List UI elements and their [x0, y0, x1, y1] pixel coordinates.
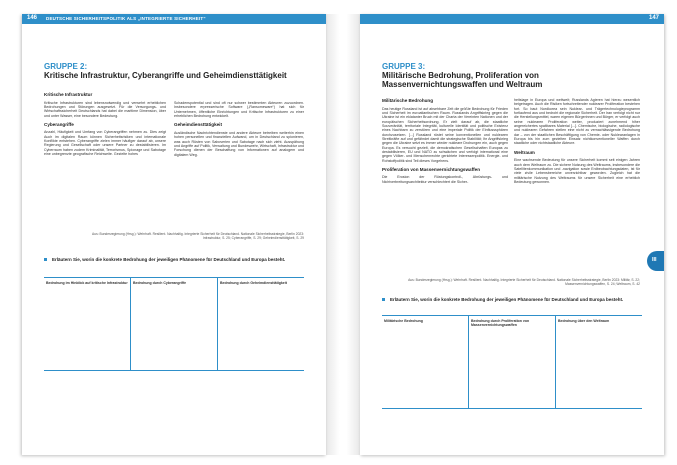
right-table-header-2[interactable]: Bedrohung durch Proliferation von Massenvernichtungswaffen — [468, 316, 555, 408]
group-3-title — [382, 62, 642, 89]
heading-weltraum: Weltraum — [514, 149, 535, 155]
group-2-heading: Kritische Infrastruktur, Cyberangriffe und Geheimdiensttätigkeit — [44, 71, 287, 80]
chapter-side-tab — [647, 251, 664, 271]
right-task-text: Erläutern Sie, worin die konkrete Bedrohung der jeweiligen Phänomene für Deutschland und Europa besteht. — [390, 297, 624, 302]
left-table-header-1[interactable]: Bedrohung im Hinblick auf kritische Infrastruktur — [46, 281, 128, 285]
chapter-side-tab-label: III — [652, 257, 657, 263]
right-answer-table — [382, 315, 642, 409]
paragraph-militaerische-bedrohung: Das heutige Russland ist auf absehbare Zeit die größte Bedrohung für Frieden und Sicherheit im euroatlantischen Raum. Russlands Angriffskrieg gegen die Ukraine ist ein eklatanter Bruch mit der Charta der Vereinten Nationen und der europäischen Sicherheitsordnung. Er zielt darauf ab, die staatliche Souveränität, territoriale Integrität, kulturelle Identität und politische Existenz eines Nachbarn zu zerstören und eine imperiale Politik der Einflusssphären durchzusetzen. [...] Russland rüstet seine konventionellen und nuklearen Streitkräfte auf und gefährdet damit die strategische Stabilität; Ihr Angriffskrieg gegen die Ukraine setzt es immer wieder nukleare Drohungen ein, auch gegen Europa. Es versucht gezielt, die demokratischen Gesellschaften Europas zu destabilisieren, EU und NATO zu schwächen und verfolgt international eine gegen Völker- und Menschenrechte gerichtete Interessenpolitik. Energie- und Rohstoffpolitik sind Teil dieses Vorgehens. — [382, 106, 508, 163]
right-column-2 — [514, 98, 640, 188]
task-bullet-icon — [382, 298, 385, 301]
running-title: DEUTSCHE SICHERHEITSPOLITIK ALS „INTEGRIERTE SICHERHEIT“ — [46, 15, 206, 21]
left-page-number: 146 — [27, 15, 38, 21]
right-table-header-3[interactable]: Bedrohung über den Weltraum — [555, 316, 642, 408]
paragraph-cyberangriffe: Anzahl, Häufigkeit und Umfang von Cyberangriffen nehmen zu. Dies zeigt Auch im digitalen Raum können Sicherheitsrisiken und internationale Konflikte entstehen. Cyberangriffe zielen immer häufiger darauf ab, unsere Regierung und Gesellschaft oder unsere Partner zu destabilisieren. Im Cyberraum haben zudem Kriminalität, Terrorismus, Spionage und Sabotage eine unbegrenzte geografische Reichweite. Gezielte hohes — [44, 130, 166, 157]
left-answer-table — [44, 277, 304, 371]
right-page — [360, 14, 664, 455]
left-page — [22, 14, 326, 455]
heading-militaerische-bedrohung: Militärische Bedrohung — [382, 98, 434, 103]
paragraph-cyber-continued: Schadenspotential und sind oft nur schwer bestimmten Akteuren zuzuordnen. Insbesondere erpresserische Software („Ransomeware“) hat sich für Unternehmen, öffentliche Einrichtungen und Kritische Infrastrukturen zu einer erheblichen Bedrohung entwickelt. — [174, 101, 304, 119]
left-task — [52, 257, 292, 262]
left-header-bar — [22, 14, 326, 24]
left-table-header-2[interactable]: Bedrohung durch Cyberangriffe — [130, 278, 217, 370]
left-task-text: Erläutern Sie, worin die konkrete Bedrohung der jeweiligen Phänomene für Deutschland und Europa besteht. — [52, 257, 286, 262]
task-bullet-icon — [44, 258, 47, 261]
right-page-number: 147 — [648, 15, 659, 21]
paragraph-kritische-infrastruktur: Kritische Infrastrukturen sind lebensnotwendig und verwehrt erheblichen Bedrohungen und Störungen ausgesetzt. Für die Versorgungs- und Wirtschaftssicherheit Deutschlands hat dabei die maritime Dimension, über und unter Wasser, eine besondere Bedeutung. — [44, 100, 166, 118]
paragraph-proliferation-continued: heitslage in Europa und weltweit; Russlands Agieren hat hierzu wesentlich beigetragen. Auch die Risiken fortschreitender nuklearer Proliferation bestehen fort. So baut Nordkorea sein Nuklear- und Trägertechnologieprogramm fortlaufend aus und bedroht die regionale Sicherheit. Der Iran verfolgt nicht nur die Herstellungsmittel, waren eigenen Bürgerinnen und Bürger, er verfolgt auch seine nuklearen Proliferation weiter, produziert zunehmend hiher angereichertes spaltbares Material [...]. Chemische, biologische, radiologische und nuklearen Gefahren stellen eine nicht zu vernachlässigende Bedrohung dar – von der staatlichen Beschäftigung von Chemie- oder Nuklearanlagen in Europa bis hin zum gezielten Einsatz nichtkonventioneller Waffen durch staatliche oder nichtstaatliche Akteure. — [514, 98, 640, 146]
group-2-title — [44, 62, 304, 80]
heading-kritische-infrastruktur: Kritische Infrastruktur — [44, 92, 93, 97]
paragraph-weltraum: Eine wachsende Bedeutung für unsere Sicherheit kommt seit einigen Jahren auch dem Weltraum zu. Die sichere Nutzung des Weltraums, insbesondere die Satellitenkommunikation und -navigation sowie Erdbeobachtungsdaten, ist für viele zivile Lebensbereiche unverzichtbar geworden. Zugleich hat die militärische Nutzung des Weltraums für unsere Sicherheit eine erheblich Bedeutung gewonnen. — [514, 158, 640, 184]
right-source-note: Aus: Bundesregierung (Hrsg.): Wehrhaft. Resilient. Nachhaltig. Integrierte Sicherheit für Deutschland. Nationale Sicherheitsstrategie, Berlin 2023: Militär, S. 22; Massenvernichtungswaffen, S. 24; Weltraum, S. 42 — [408, 278, 640, 286]
left-table-header-3[interactable]: Bedrohung durch Geheimdiensttätigkeit — [217, 278, 304, 370]
right-task — [390, 297, 630, 302]
paragraph-proliferation: Die Erosion der Rüstungskontroll-, Abrüstungs- und Nichtverbreitungsarchitektur verschlechtert die Sicher- — [382, 175, 508, 184]
right-column-1 — [382, 98, 508, 188]
group-2-label: GRUPPE 2: — [44, 62, 88, 71]
group-3-label: GRUPPE 3: — [382, 62, 426, 71]
paragraph-geheimdiensttaetigkeit: Ausländische Nachrichtendienste und andere Akteure betreiben weiterhin einen hohen personellen und finanziellen Aufwand, um in Deutschland zu spionieren, was auch Rüsten von Saboverien und Sabotage nach sich zieht. Ausspähung und Angriffe auf Politik, Verwaltung und Bundeswehr, Wirtschaft, Infrastruktur und Forschung dienen der Beschaffung von Informationen auf analogem und digitalem Weg. — [174, 130, 304, 157]
heading-geheimdiensttaetigkeit: Geheimdiensttätigkeit — [174, 122, 222, 128]
heading-cyberangriffe: Cyberangriffe — [44, 121, 74, 127]
heading-proliferation: Proliferation von Massenvernichtungswaffen — [382, 166, 481, 172]
left-source-note: Aus: Bundesregierung (Hrsg.): Wehrhaft. Resilient. Nachhaltig. Integrierte Sicherheit für Deutschland. Nationale Sicherheitsstrategie, Berlin 2023: Infrastruktur, S. 25; Cyberangriffe, S. 29; Geheimdiensttätigkeit, S. 29 — [92, 232, 304, 240]
group-3-heading: Militärische Bedrohung, Proliferation von Massenvernichtungswaffen und Weltraum — [382, 71, 543, 89]
left-column-2 — [174, 101, 304, 161]
right-header-bar — [360, 14, 664, 24]
book-gutter — [326, 14, 360, 455]
left-column-1 — [44, 92, 166, 160]
right-table-header-1[interactable]: Militärische Bedrohung — [384, 319, 423, 323]
